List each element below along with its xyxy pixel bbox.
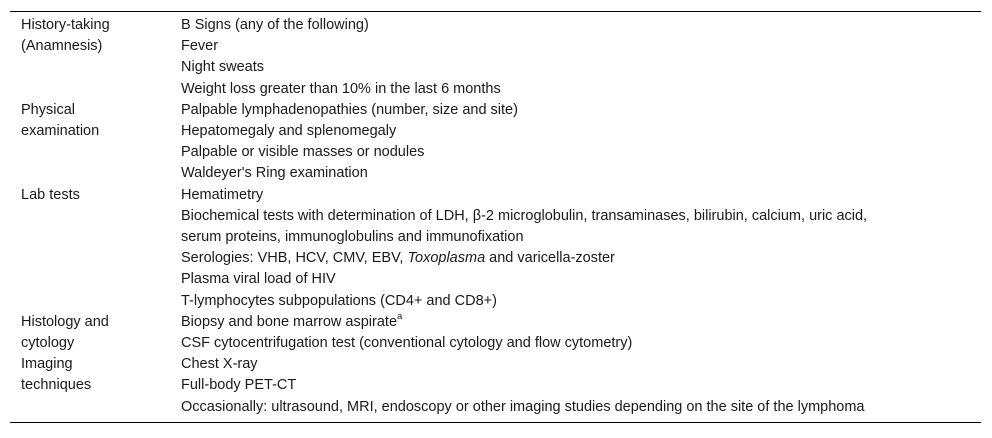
- category-line: Lab tests: [21, 186, 80, 203]
- category-line: (Anamnesis): [21, 38, 103, 55]
- category-line: Imaging: [21, 356, 73, 373]
- item-line: Night sweats: [181, 59, 265, 76]
- category-line: Physical: [21, 101, 75, 118]
- row-items: [181, 185, 981, 312]
- category-line: Histology and: [21, 313, 109, 330]
- item-line: Chest X-ray: [181, 356, 258, 373]
- row-items: [181, 354, 981, 418]
- serology-text-end: and varicella-zoster: [485, 250, 615, 267]
- category-line: examination: [21, 123, 100, 140]
- row-items: [181, 100, 981, 185]
- category-line: History-taking: [21, 17, 110, 33]
- table-row: [10, 185, 981, 312]
- item-line: Fever: [181, 38, 219, 55]
- table-row: [10, 15, 981, 100]
- item-line: Plasma viral load of HIV: [181, 271, 336, 288]
- item-line: Hematimetry: [181, 186, 264, 203]
- row-items: [181, 312, 981, 354]
- table-row: [10, 100, 981, 185]
- row-category: [10, 15, 181, 100]
- row-category: [10, 354, 181, 418]
- item-line: T-lymphocytes subpopulations (CD4+ and CD8+): [181, 292, 497, 309]
- item-line: Hepatomegaly and splenomegaly: [181, 123, 397, 140]
- item-line: Occasionally: ultrasound, MRI, endoscopy or other imaging studies depending on the site of the lymphoma: [181, 398, 865, 415]
- item-line: Palpable lymphadenopathies (number, size and site): [181, 101, 518, 118]
- table-row: [10, 312, 981, 354]
- table-row: [10, 354, 981, 418]
- serology-organism: Toxoplasma: [407, 250, 486, 267]
- row-category: [10, 100, 181, 185]
- serology-line: [181, 248, 981, 269]
- item-line: Biochemical tests with determination of LDH, β-2 microglobulin, transaminases, bilirubin, calcium, uric acid,: [181, 207, 868, 224]
- serology-text: Serologies: VHB, HCV, CMV, EBV,: [181, 250, 408, 267]
- item-line: serum proteins, immunoglobulins and immunofixation: [181, 229, 524, 246]
- item-line: Palpable or visible masses or nodules: [181, 144, 425, 161]
- item-line: Weight loss greater than 10% in the last 6 months: [181, 80, 501, 97]
- biopsy-line: [181, 312, 981, 333]
- row-items: [181, 15, 981, 100]
- row-category: [10, 312, 181, 354]
- item-line: B Signs (any of the following): [181, 17, 369, 33]
- footnote-marker: a: [397, 311, 403, 323]
- item-line: Waldeyer's Ring examination: [181, 165, 368, 182]
- diagnostic-workup-table: [10, 11, 981, 423]
- item-line: CSF cytocentrifugation test (conventional cytology and flow cytometry): [181, 335, 633, 352]
- category-line: techniques: [21, 377, 92, 394]
- category-line: cytology: [21, 335, 75, 352]
- biopsy-text: Biopsy and bone marrow aspirate: [181, 313, 398, 330]
- item-line: Full-body PET-CT: [181, 377, 297, 394]
- row-category: [10, 185, 181, 312]
